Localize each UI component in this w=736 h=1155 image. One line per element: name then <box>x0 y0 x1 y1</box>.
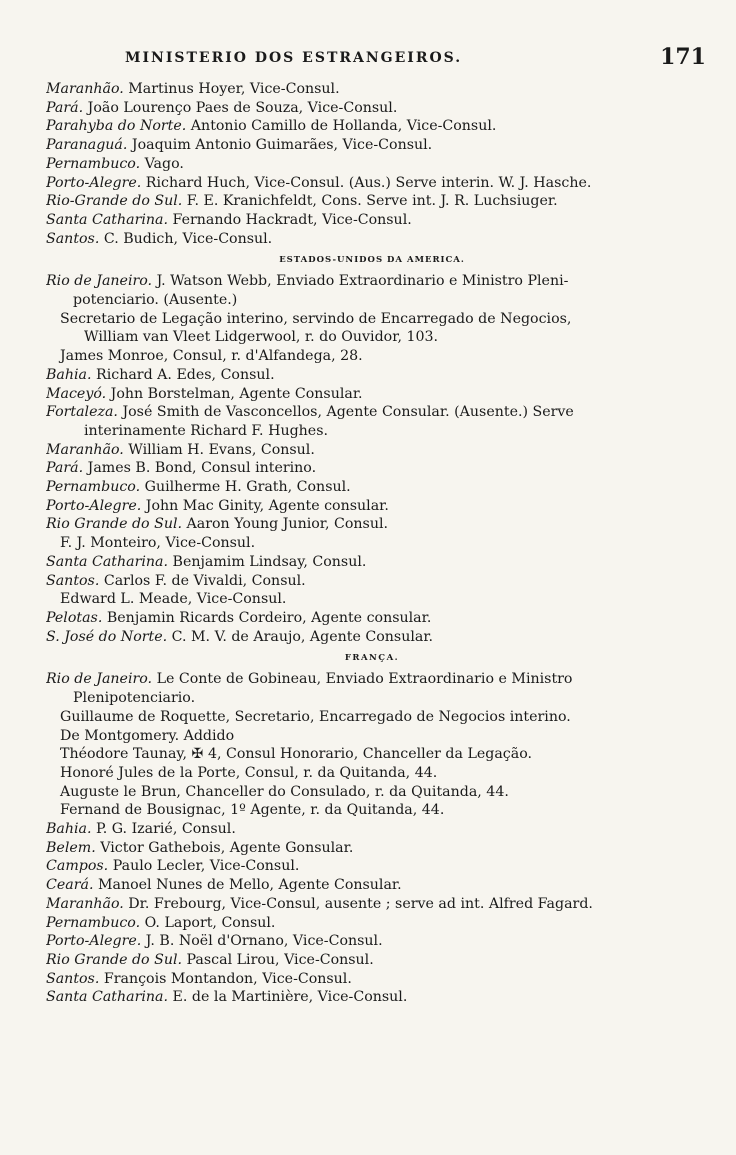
entry-line <box>46 403 698 422</box>
entry-text: J. Watson Webb, Enviado Extraordinario e Ministro Pleni- <box>152 273 569 290</box>
entry-text: Vago. <box>140 155 184 172</box>
running-title: MINISTERIO DOS ESTRANGEIROS. <box>125 50 463 66</box>
entry-text: James Monroe, Consul, r. d'Alfandega, 28. <box>60 348 363 365</box>
place-name: Santos. <box>46 572 100 589</box>
entry-line <box>46 970 698 989</box>
place-name: Santos. <box>46 970 100 987</box>
entry-line <box>46 80 698 99</box>
page-body <box>46 80 698 1007</box>
entry-text: F. E. Kranichfeldt, Cons. Serve int. J. R. Luchsiuger. <box>182 193 558 210</box>
entry-line <box>46 670 698 689</box>
place-name: Pernambuco. <box>46 479 141 496</box>
place-name: Pará. <box>46 99 84 116</box>
place-name: Ceará. <box>46 877 94 894</box>
place-name: Porto-Alegre. <box>46 497 142 514</box>
entry-line <box>46 988 698 1007</box>
place-name: Rio Grande do Sul. <box>46 951 183 968</box>
entry-line <box>46 347 698 366</box>
entry-line <box>46 764 698 783</box>
entry-text: Secretario de Legação interino, servindo de Encarregado de Negocios, <box>60 310 572 327</box>
entry-line <box>46 628 698 647</box>
entry-line <box>46 708 698 727</box>
entry-line <box>46 422 698 441</box>
place-name: Maranhão. <box>46 895 124 912</box>
entry-line <box>46 441 698 460</box>
place-name: Rio de Janeiro. <box>46 273 153 290</box>
entry-line <box>46 745 698 764</box>
entry-text: O. Laport, Consul. <box>140 914 276 931</box>
entry-text: C. Budich, Vice-Consul. <box>99 230 273 247</box>
entry-text: Honoré Jules de la Porte, Consul, r. da Quitanda, 44. <box>60 764 438 781</box>
entry-line <box>46 136 698 155</box>
entry-line <box>46 174 698 193</box>
entry-text: José Smith de Vasconcellos, Agente Consular. (Ausente.) Serve <box>117 404 574 421</box>
section-heading: ESTADOS-UNIDOS DA AMERICA. <box>279 255 465 266</box>
place-name: Porto-Alegre. <box>46 174 142 191</box>
place-name: Rio-Grande do Sul. <box>46 193 183 210</box>
section-heading: FRANÇA. <box>344 653 400 664</box>
entry-line <box>46 155 698 174</box>
place-name: Pernambuco. <box>46 914 141 931</box>
place-name: Maceyó. <box>46 385 107 402</box>
place-name: Maranhão. <box>46 81 124 97</box>
entry-line <box>46 590 698 609</box>
entry-line <box>46 117 698 136</box>
place-name: Porto-Alegre. <box>46 933 142 950</box>
entry-line <box>46 932 698 951</box>
entry-line <box>46 839 698 858</box>
entry-text: Benjamim Lindsay, Consul. <box>168 553 367 570</box>
entry-text: Aaron Young Junior, Consul. <box>182 516 389 533</box>
entry-line <box>46 385 698 404</box>
entry-line <box>46 478 698 497</box>
place-name: Belem. <box>46 839 96 856</box>
entry-text: Paulo Lecler, Vice-Consul. <box>108 858 300 875</box>
entry-text: J. B. Noël d'Ornano, Vice-Consul. <box>141 933 383 950</box>
place-name: Bahia. <box>46 366 92 383</box>
place-name: Rio de Janeiro. <box>46 671 153 688</box>
entry-line <box>46 291 698 310</box>
entry-line <box>46 534 698 553</box>
entry-line <box>46 328 698 347</box>
place-name: Maranhão. <box>46 441 124 458</box>
entry-text: Dr. Frebourg, Vice-Consul, ausente ; serve ad int. Alfred Fagard. <box>123 895 593 912</box>
place-name: Parahyba do Norte. <box>46 118 187 135</box>
entry-text: Fernando Hackradt, Vice-Consul. <box>168 211 412 228</box>
entry-text: Auguste le Brun, Chanceller do Consulado, r. da Quitanda, 44. <box>60 783 509 800</box>
entry-line <box>46 857 698 876</box>
place-name: Santa Catharina. <box>46 211 169 228</box>
entry-text: Edward L. Meade, Vice-Consul. <box>60 591 287 608</box>
page-number: 171 <box>660 44 706 70</box>
entry-line <box>46 211 698 230</box>
entry-text: C. M. V. de Araujo, Agente Consular. <box>167 628 434 645</box>
place-name: Campos. <box>46 858 109 875</box>
entry-text: William van Vleet Lidgerwool, r. do Ouvidor, 103. <box>84 329 439 346</box>
entry-line <box>46 783 698 802</box>
entry-text: Guilherme H. Grath, Consul. <box>140 479 351 496</box>
place-name: Santa Catharina. <box>46 989 169 1006</box>
entry-line <box>46 951 698 970</box>
place-name: Pelotas. <box>46 609 103 626</box>
entry-line <box>46 310 698 329</box>
entry-line <box>46 515 698 534</box>
entry-line <box>46 727 698 746</box>
entry-text: William H. Evans, Consul. <box>123 441 315 458</box>
entry-text: E. de la Martinière, Vice-Consul. <box>168 989 408 1006</box>
entry-text: De Montgomery. Addido <box>60 727 235 744</box>
entry-text: Manoel Nunes de Mello, Agente Consular. <box>93 877 402 894</box>
entry-text: Théodore Taunay, ✠ 4, Consul Honorario, Chanceller da Legação. <box>60 746 533 763</box>
entry-text: Victor Gathebois, Agente Gonsular. <box>95 839 354 856</box>
entry-line <box>46 553 698 572</box>
entry-line <box>46 876 698 895</box>
place-name: Bahia. <box>46 821 92 838</box>
entry-text: interinamente Richard F. Hughes. <box>84 422 328 439</box>
entry-line <box>46 895 698 914</box>
place-name: Santa Catharina. <box>46 553 169 570</box>
place-name: Pernambuco. <box>46 155 141 172</box>
entry-line <box>46 689 698 708</box>
entry-line <box>46 609 698 628</box>
entry-line <box>46 366 698 385</box>
entry-text: Richard A. Edes, Consul. <box>91 366 275 383</box>
entry-text: Benjamin Ricards Cordeiro, Agente consular. <box>102 609 432 626</box>
entry-text: Antonio Camillo de Hollanda, Vice-Consul. <box>186 118 497 135</box>
entry-text: Martinus Hoyer, Vice-Consul. <box>123 81 340 97</box>
place-name: Santos. <box>46 230 100 247</box>
entry-text: James B. Bond, Consul interino. <box>83 460 317 477</box>
entry-line <box>46 572 698 591</box>
entry-text: Fernand de Bousignac, 1º Agente, r. da Quitanda, 44. <box>60 802 445 819</box>
entry-text: Carlos F. de Vivaldi, Consul. <box>99 572 306 589</box>
entry-text: François Montandon, Vice-Consul. <box>99 970 352 987</box>
place-name: Rio Grande do Sul. <box>46 516 183 533</box>
entry-line <box>46 497 698 516</box>
entry-text: João Lourenço Paes de Souza, Vice-Consul. <box>83 99 398 116</box>
entry-line <box>46 459 698 478</box>
entry-text: P. G. Izarié, Consul. <box>91 821 236 838</box>
entry-line <box>46 272 698 291</box>
entry-line <box>46 192 698 211</box>
place-name: S. José do Norte. <box>46 628 168 645</box>
entry-text: F. J. Monteiro, Vice-Consul. <box>60 535 256 552</box>
entry-text: Pascal Lirou, Vice-Consul. <box>182 951 374 968</box>
entry-line <box>46 230 698 249</box>
entry-line <box>46 820 698 839</box>
entry-text: Plenipotenciario. <box>73 690 196 707</box>
entry-text: Le Conte de Gobineau, Enviado Extraordinario e Ministro <box>152 671 573 688</box>
entry-line <box>46 99 698 118</box>
entry-text: Richard Huch, Vice-Consul. (Aus.) Serve interin. W. J. Hasche. <box>141 174 592 191</box>
place-name: Pará. <box>46 460 84 477</box>
entry-line <box>46 914 698 933</box>
entry-line <box>46 801 698 820</box>
entry-text: Joaquim Antonio Guimarães, Vice-Consul. <box>127 137 433 154</box>
entry-text: Guillaume de Roquette, Secretario, Encarregado de Negocios interino. <box>60 708 571 725</box>
entry-text: John Mac Ginity, Agente consular. <box>141 497 389 514</box>
entry-text: potenciario. (Ausente.) <box>73 292 238 309</box>
entry-text: John Borstelman, Agente Consular. <box>106 385 363 402</box>
place-name: Paranaguá. <box>46 137 128 154</box>
place-name: Fortaleza. <box>46 404 118 421</box>
